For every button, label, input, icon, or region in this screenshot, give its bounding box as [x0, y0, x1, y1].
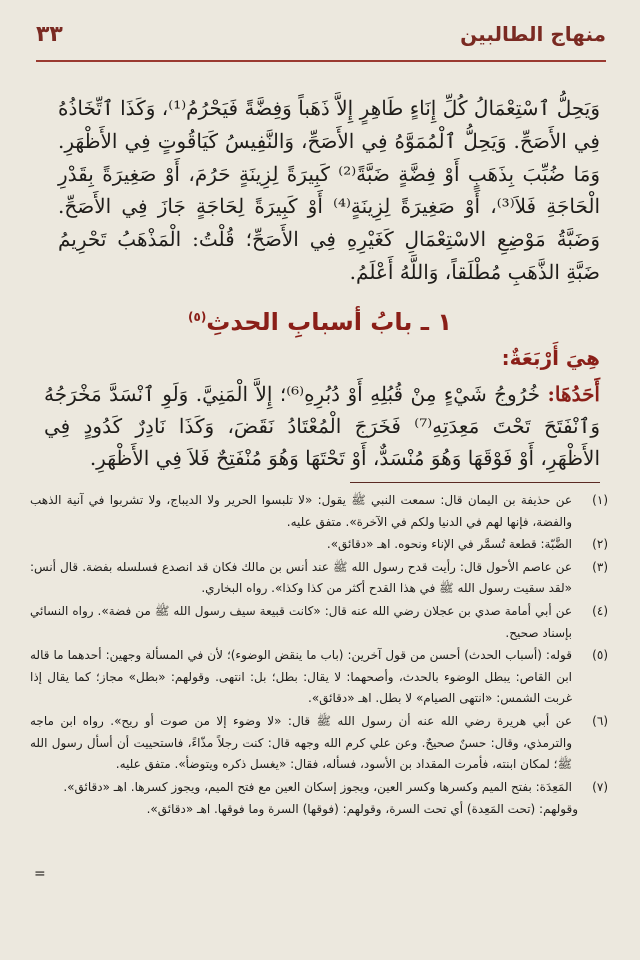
main-text-block-1	[58, 92, 600, 289]
footnote-number: (٧)	[592, 779, 608, 794]
footnote	[30, 490, 608, 533]
footnote-text: عن عاصم الأحول قال: رأيت قدح رسول الله ﷺ عند أنس بن مالك فكان قد انصدع فسلسله بفضة. قال أنس: «لقد سقيت رسول الله ﷺ في هذا القدح أكثر من كذا وكذا». رواه البخاري.	[30, 559, 572, 596]
paragraph-utensils: وَيَحِلُّ ٱسْتِعْمَالُ كُلِّ إِنَاءٍ طَاهِرٍ إِلاَّ ذَهَباً وَفِضَّةً فَيَحْرُمُ⁽¹⁾، وَكَذَا ٱتِّخَاذُهُ فِي الأَصَحِّ. وَيَحِلُّ ٱلْمُمَوَّهُ فِي الأَصَحِّ، وَالنَّفِيسُ كَيَاقُوتٍ فِي الأَظْهَرِ. وَمَا ضُبِّبَ بِذَهَبٍ أَوْ فِضَّةٍ ضَبَّةً⁽²⁾ كَبِيرَةً لِزِينَةٍ حَرُمَ، أَوْ صَغِيرَةً بِقَدْرِ الْحَاجَةِ فَلاَ⁽³⁾، أَوْ صَغِيرَةً لِزِينَةٍ⁽⁴⁾ أَوْ كَبِيرَةً لِحَاجَةٍ جَازَ فِي الأَصَحِّ. وَضَبَّةُ مَوْضِعِ الاسْتِعْمَالِ كَغَيْرِهِ فِي الأَصَحِّ؛ قُلْتُ: الْمَذْهَبُ تَحْرِيمُ ضَبَّةِ الذَّهَبِ مُطْلَقاً، وَاللَّهُ أَعْلَمُ.	[58, 96, 601, 284]
footnote-number: (٣)	[592, 559, 608, 574]
footnote	[30, 711, 608, 776]
main-text-block-2	[44, 378, 600, 474]
section-subhead: هِيَ أَرْبَعَةٌ:	[501, 346, 600, 370]
header-rule	[36, 60, 606, 62]
footnote-text: المَعِدَة: بفتح الميم وكسرها وكسر العين، ويجوز إسكان العين مع فتح الميم، ويجوز كسرها. اهـ «دقائق».	[63, 779, 572, 794]
footnote-number: (٥)	[592, 648, 608, 663]
continuation-mark: =	[34, 866, 46, 882]
footnote	[30, 601, 608, 644]
footnote-number: (٤)	[592, 603, 608, 618]
footnote-text: عن حذيفة بن اليمان قال: سمعت النبي ﷺ يقول: «لا تلبسوا الحرير ولا الديباج، ولا تشربوا في آنية الذهب والفضة، فإنها لهم في الدنيا ولكم في الآخرة». متفق عليه.	[30, 493, 572, 529]
footnote-continuation: وقولهم: (تحت المَعِدة) أي تحت السرة، وقولهم: (فوقها) السرة وما فوقها. اهـ «دقائق».	[146, 802, 578, 817]
footnote	[30, 534, 608, 556]
footnotes	[30, 490, 608, 821]
lead-word: أَحَدُهَا:	[547, 382, 600, 406]
footnote-text: عن أبي أمامة صدي بن عجلان رضي الله عنه قال: «كانت قبيعة سيف رسول الله ﷺ من فضة». رواه النسائي بإسناد صحيح.	[30, 603, 572, 640]
page-header	[36, 22, 606, 72]
footnote-number: (٢)	[592, 537, 608, 552]
footnote-number: (٦)	[592, 713, 608, 728]
chapter-footnote-ref: (٥)	[188, 310, 207, 324]
page-number: ٣٣	[36, 22, 63, 47]
footnote	[30, 645, 608, 710]
footnote-separator	[350, 482, 600, 483]
footnote	[30, 777, 608, 799]
footnote-text: الضَّبّة: قطعة تُسمَّر في الإناء ونحوه. اهـ «دقائق».	[326, 537, 572, 552]
paragraph-first-cause-text: خُرُوجُ شَيْءٍ مِنْ قُبُلِهِ أَوْ دُبُرِهِ⁽⁶⁾؛ إِلاَّ الْمَنِيَّ. وَلَوِ ٱنْسَدَّ مَخْرَجُهُ وَٱنْفَتَحَ تَحْتَ مَعِدَتِهِ⁽⁷⁾ فَخَرَجَ الْمُعْتَادُ نَقَضَ، وَكَذَا نَادِرٌ كَدُودٍ فِي الأَظْهَرِ، أَوْ فَوْقَهَا وَهُوَ مُنْسَدٌّ، أَوْ تَحْتَهَا وَهُوَ مُنْفَتِحٌ فَلاَ فِي الأَظْهَرِ.	[44, 382, 601, 470]
footnote-text: عن أبي هريرة رضي الله عنه أن رسول الله ﷺ قال: «لا وضوء إلا من صوت أو ريح». رواه ابن ماجه والترمذي، وقال: حسنٌ صحيحٌ. وعن علي كرم الله وجهه قال: كنت رجلاً مذّاءً، فاستحييت أن أسأل رسول الله ﷺ؛ لمكان ابنته، فأمرت المقداد بن الأسود، فسأله، فقال: «يغسل ذكره ويتوضأ». متفق عليه.	[30, 713, 572, 772]
footnote	[30, 557, 608, 600]
paragraph-first-cause	[44, 378, 600, 474]
chapter-title	[40, 308, 600, 336]
chapter-title-text: ١ ـ بابُ أسبابِ الحدثِ	[206, 308, 452, 336]
running-title: منهاج الطالبين	[460, 22, 606, 46]
footnote-number: (١)	[592, 493, 608, 507]
footnote-text: قوله: (أسباب الحدث) أحسن من قول آخرين: (باب ما ينقض الوضوء)؛ لأن في المسألة وجهين: أحدهما ما قاله ابن القاص: يبطل الوضوء بالحدث، وأصحهما: لا يقال: بطل؛ بل: انتهى. وقولهم: «بطل» مجاز؛ كما يقال إذا غربت الشمس: «انتهى الصيام» لا بطل. اهـ «دقائق».	[30, 648, 572, 706]
